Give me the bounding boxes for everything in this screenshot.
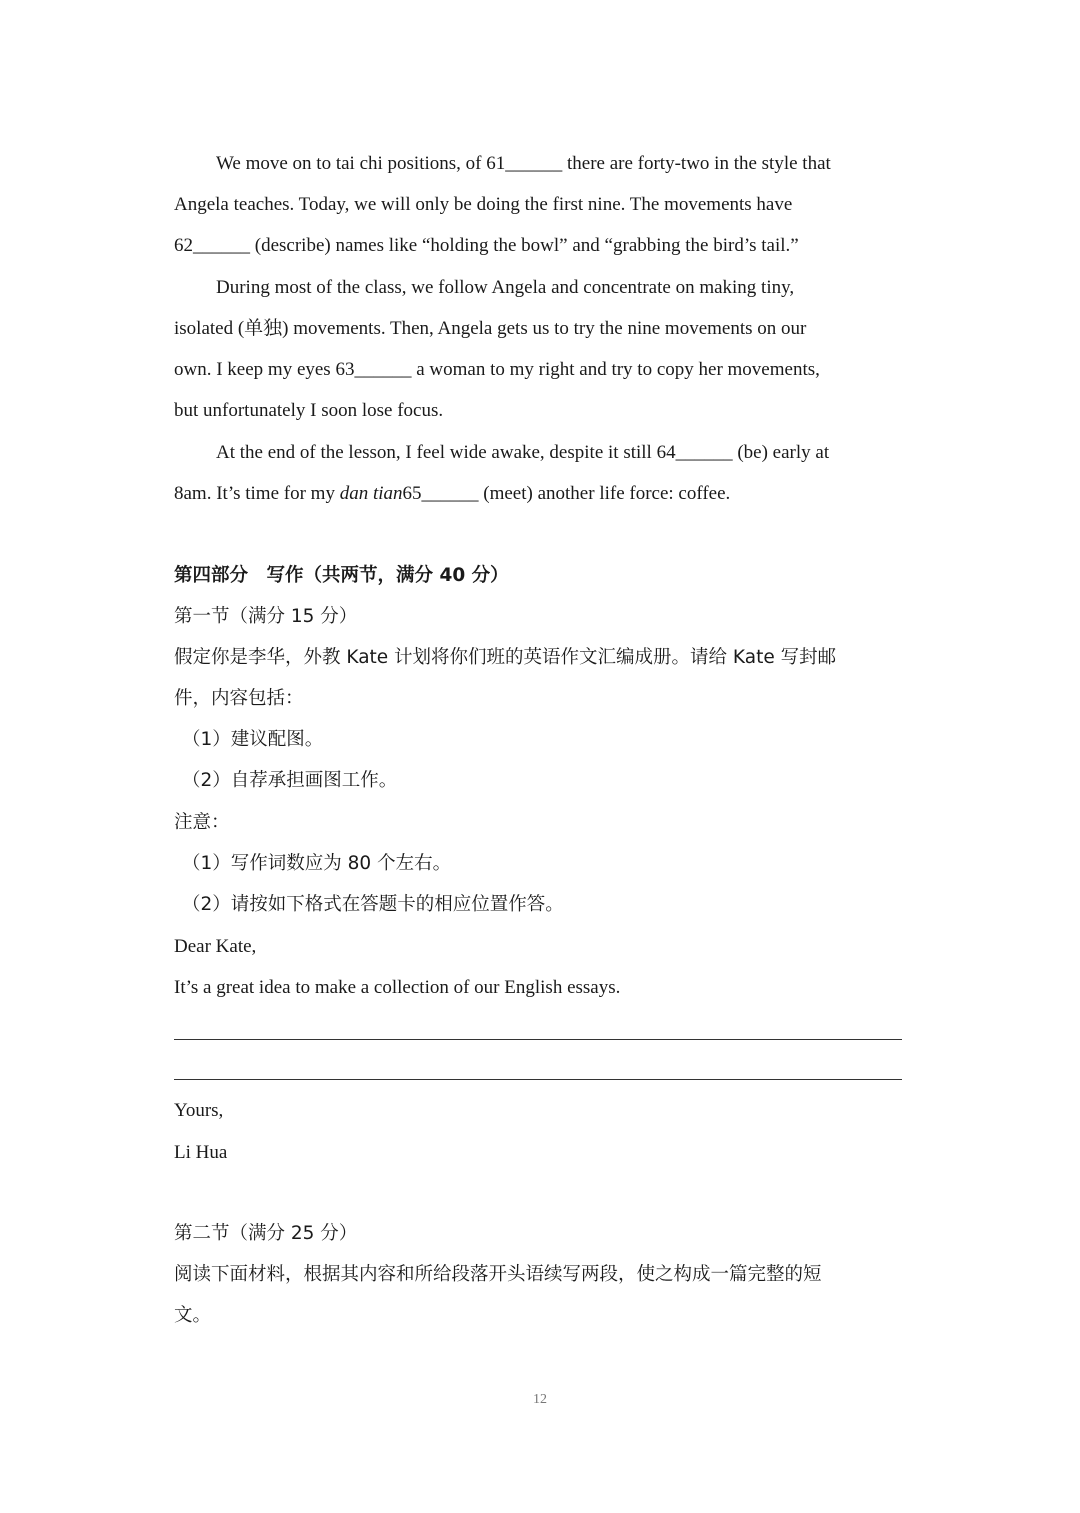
passage-line-3: 62______ (describe) names like “holding the bowl” and “grabbing the bird’s tail.” — [174, 235, 799, 256]
passage-line-9-end: 65______ (meet) another life force: coffee. — [402, 483, 731, 504]
notes-label: 注意： — [174, 812, 230, 833]
letter-closing: Yours, — [174, 1100, 224, 1121]
answer-line-1 — [174, 1039, 902, 1040]
passage-line-8: At the end of the lesson, I feel wide awake, despite it still 64______ (be) early at — [216, 442, 830, 463]
passage-line-9-start: 8am. It’s time for my — [174, 483, 340, 504]
part-2-prompt-line-1: 阅读下面材料，根据其内容和所给段落开头语续写两段，使之构成一篇完整的短 — [174, 1264, 822, 1285]
section-4-title: 第四部分 写作（共两节，满分 40 分） — [174, 565, 509, 586]
part-2-title: 第二节（满分 25 分） — [174, 1223, 358, 1244]
answer-line-2 — [174, 1079, 902, 1080]
part-1-point-2: （2）自荐承担画图工作。 — [182, 770, 398, 791]
document-page — [174, 0, 906, 1513]
passage-line-5: isolated (单独) movements. Then, Angela gets us to try the nine movements on our — [174, 318, 807, 339]
page-number: 12 — [533, 1392, 547, 1407]
part-1-prompt-line-1: 假定你是李华，外教 Kate 计划将你们班的英语作文汇编成册。请给 Kate 写封邮 — [174, 647, 837, 668]
note-1: （1）写作词数应为 80 个左右。 — [182, 853, 452, 874]
part-1-title: 第一节（满分 15 分） — [174, 606, 358, 627]
passage-line-4: During most of the class, we follow Angela and concentrate on making tiny, — [216, 277, 795, 298]
part-1-prompt-line-2: 件，内容包括： — [174, 688, 304, 709]
letter-signature: Li Hua — [174, 1142, 228, 1163]
passage-line-1: We move on to tai chi positions, of 61______ there are forty-two in the style that — [216, 153, 831, 174]
passage-line-9 — [174, 481, 730, 507]
passage-line-6: own. I keep my eyes 63______ a woman to my right and try to copy her movements, — [174, 359, 820, 380]
part-1-point-1: （1）建议配图。 — [182, 729, 324, 750]
letter-greeting: Dear Kate, — [174, 936, 257, 957]
passage-line-7: but unfortunately I soon lose focus. — [174, 400, 444, 421]
passage-line-2: Angela teaches. Today, we will only be doing the first nine. The movements have — [174, 194, 793, 215]
dan-tian-term: dan tian — [339, 483, 403, 504]
part-2-prompt-line-2: 文。 — [174, 1305, 212, 1326]
letter-opening: It’s a great idea to make a collection of our English essays. — [174, 977, 621, 998]
note-2: （2）请按如下格式在答题卡的相应位置作答。 — [182, 894, 564, 915]
